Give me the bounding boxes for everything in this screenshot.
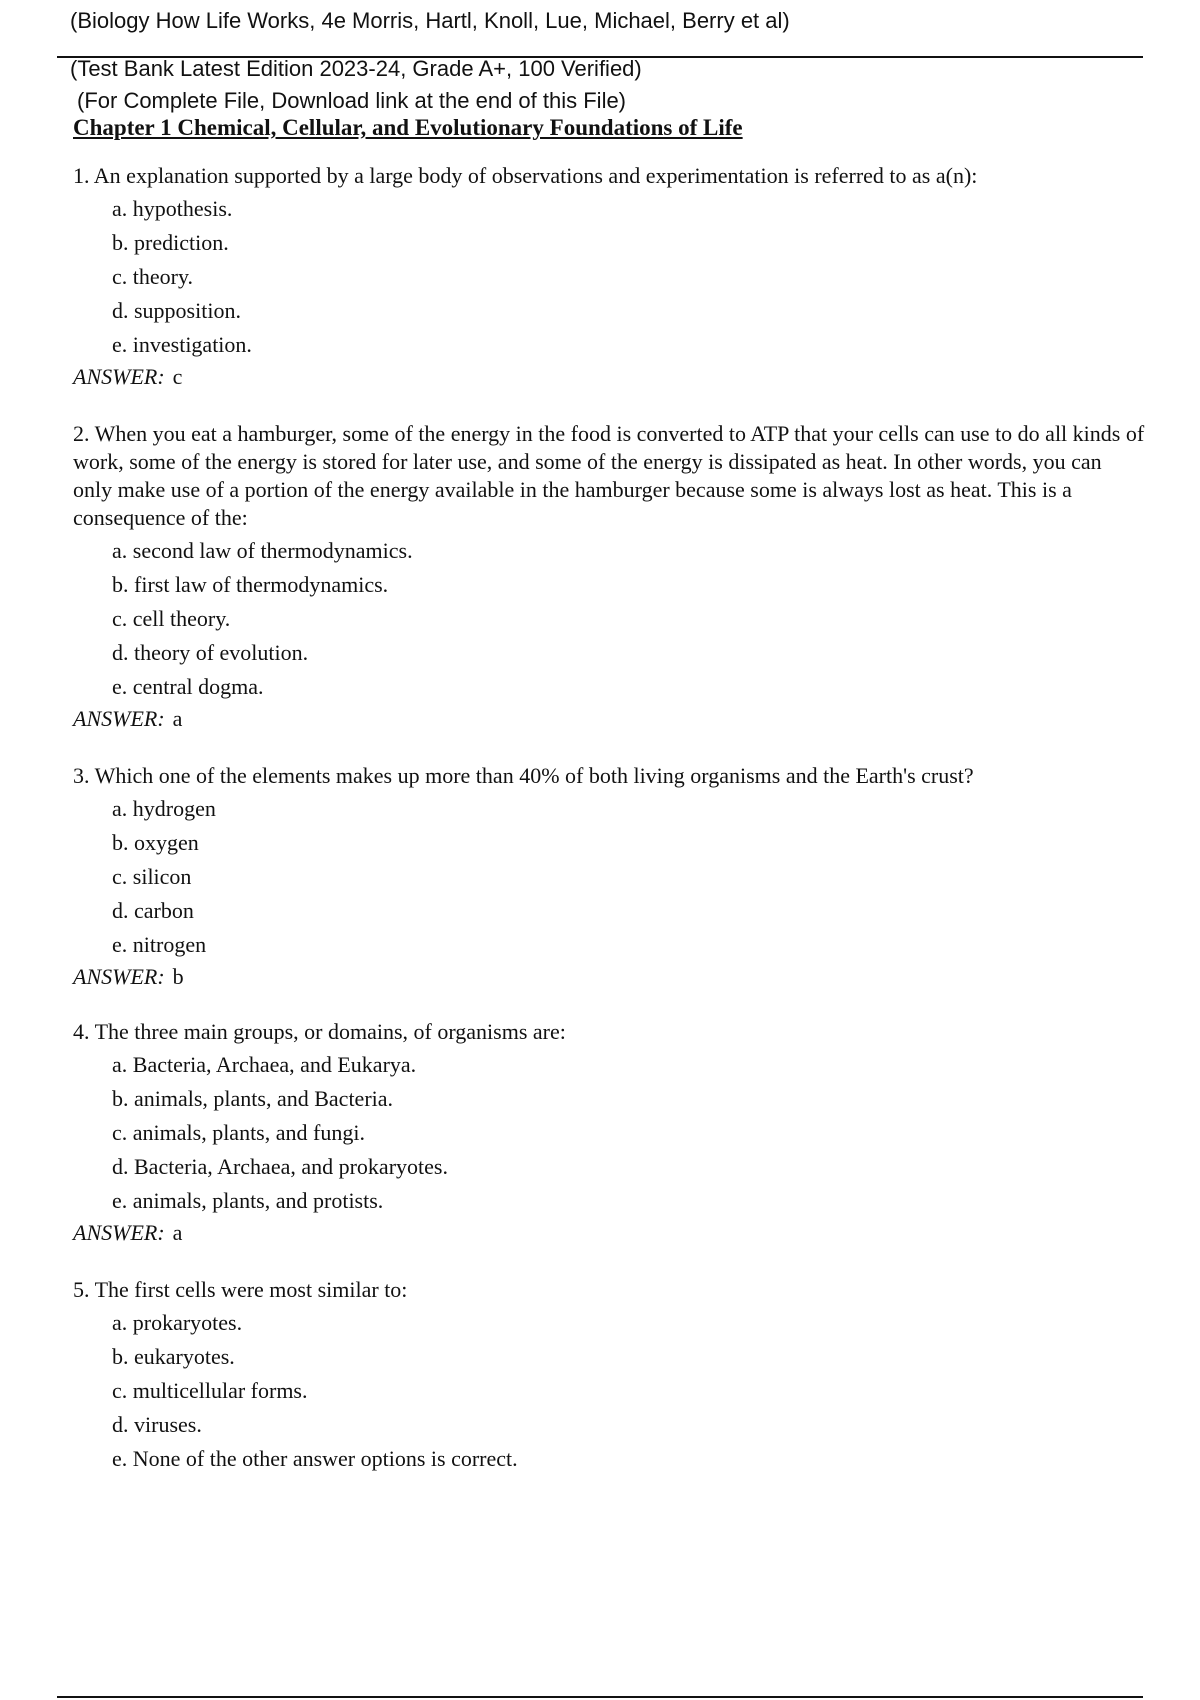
answer-value: a	[172, 1220, 183, 1245]
option-a: a. hypothesis.	[112, 196, 233, 221]
option-b: b. animals, plants, and Bacteria.	[112, 1086, 394, 1111]
chapter-title: Chapter 1 Chemical, Cellular, and Evolutionary Foundations of Life	[73, 115, 743, 140]
question-4	[73, 1018, 1145, 1252]
option-e: e. investigation.	[112, 332, 252, 357]
option-e: e. nitrogen	[112, 932, 207, 957]
answer-line	[73, 704, 1145, 738]
option-e: e. None of the other answer options is correct.	[112, 1446, 518, 1471]
option-c: c. animals, plants, and fungi.	[112, 1120, 365, 1145]
answer-label: ANSWER:	[73, 364, 165, 389]
option-a: a. second law of thermodynamics.	[112, 538, 413, 563]
question-stem: 1. An explanation supported by a large body of observations and experimentation is referred to as a(n):	[73, 163, 978, 188]
answer-label: ANSWER:	[73, 1220, 165, 1245]
option-c: c. cell theory.	[112, 606, 231, 631]
option-c: c. silicon	[112, 864, 192, 889]
answer-label: ANSWER:	[73, 964, 165, 989]
option-a: a. Bacteria, Archaea, and Eukarya.	[112, 1052, 417, 1077]
document-header-title: (Biology How Life Works, 4e Morris, Hartl, Knoll, Lue, Michael, Berry et al)	[70, 8, 790, 33]
question-1	[73, 162, 1145, 396]
option-a: a. prokaryotes.	[112, 1310, 243, 1335]
question-3	[73, 762, 1145, 996]
option-c: c. theory.	[112, 264, 194, 289]
answer-options	[73, 1306, 1145, 1476]
question-stem: 3. Which one of the elements makes up more than 40% of both living organisms and the Earth's crust?	[73, 763, 974, 788]
option-a: a. hydrogen	[112, 796, 216, 821]
question-stem: 5. The first cells were most similar to:	[73, 1277, 408, 1302]
question-2	[73, 420, 1145, 738]
option-b: b. eukaryotes.	[112, 1344, 235, 1369]
option-b: b. oxygen	[112, 830, 199, 855]
option-d: d. viruses.	[112, 1412, 202, 1437]
option-d: d. supposition.	[112, 298, 241, 323]
question-5	[73, 1276, 1145, 1476]
question-stem: 2. When you eat a hamburger, some of the energy in the food is converted to ATP that your cells can use to do all kinds of work, some of the energy is stored for later use, and some of the energy is dissipated as heat. In other words, you can only make use of a portion of the energy available in the hamburger because some is always lost as heat. This is a consequence of the:	[73, 421, 1145, 530]
answer-value: c	[172, 364, 183, 389]
option-c: c. multicellular forms.	[112, 1378, 308, 1403]
answer-line	[73, 962, 1145, 996]
answer-value: a	[172, 706, 183, 731]
footer-divider	[57, 1696, 1143, 1698]
option-b: b. prediction.	[112, 230, 229, 255]
option-e: e. animals, plants, and protists.	[112, 1188, 384, 1213]
option-d: d. carbon	[112, 898, 194, 923]
option-d: d. Bacteria, Archaea, and prokaryotes.	[112, 1154, 448, 1179]
answer-line	[73, 362, 1145, 396]
download-note: (For Complete File, Download link at the end of this File)	[77, 88, 627, 113]
answer-options	[73, 792, 1145, 962]
answer-options	[73, 192, 1145, 362]
answer-label: ANSWER:	[73, 706, 165, 731]
option-b: b. first law of thermodynamics.	[112, 572, 389, 597]
answer-value: b	[172, 964, 184, 989]
question-stem: 4. The three main groups, or domains, of organisms are:	[73, 1019, 566, 1044]
answer-line	[73, 1218, 1145, 1252]
option-e: e. central dogma.	[112, 674, 264, 699]
answer-options	[73, 534, 1145, 704]
answer-options	[73, 1048, 1145, 1218]
option-d: d. theory of evolution.	[112, 640, 309, 665]
edition-note: (Test Bank Latest Edition 2023-24, Grade A+, 100 Verified)	[70, 56, 642, 81]
